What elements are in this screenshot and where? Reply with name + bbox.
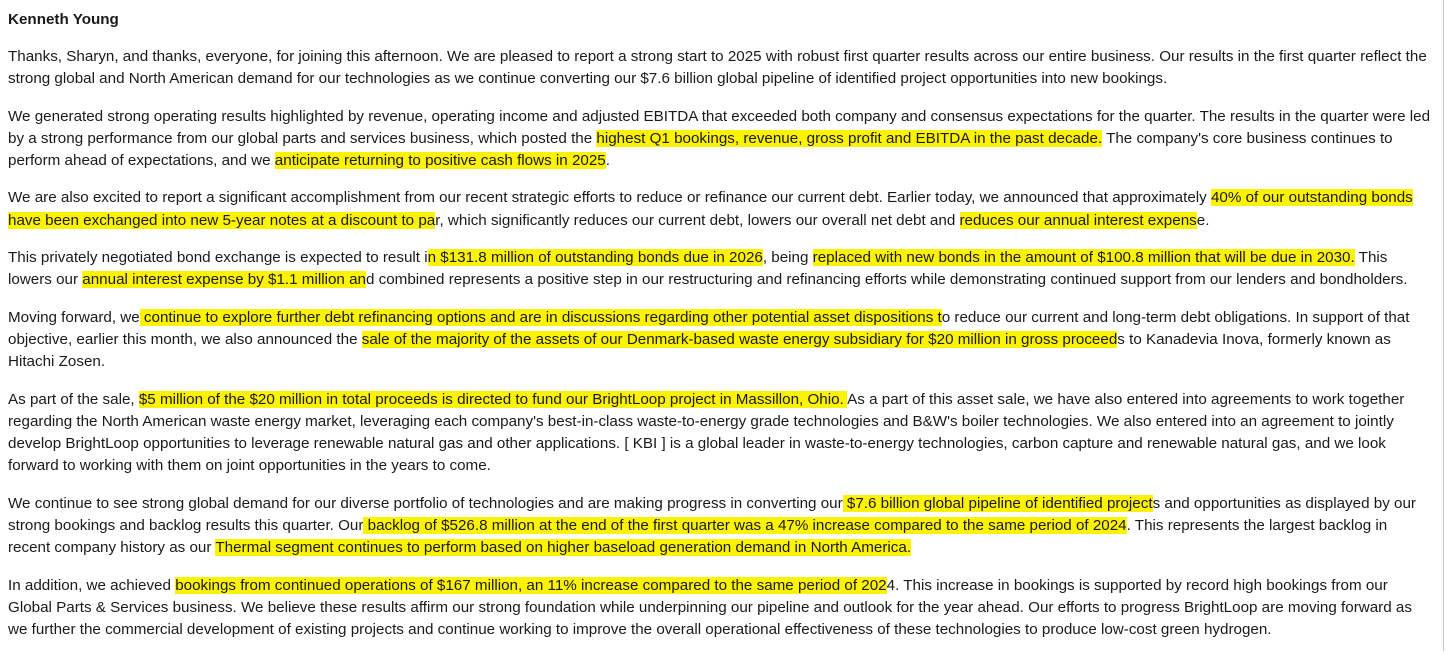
paragraph	[8, 187, 1433, 232]
highlighted-text: backlog of $526.8 million at the end of the first quarter was a 47% increase compared to the same period of 2024	[363, 517, 1127, 535]
highlighted-text: continue to explore further debt refinancing options and are in discussions regarding other potential asset dispositions t	[139, 308, 942, 326]
text-run: This privately negotiated bond exchange is expected to result i	[8, 249, 428, 267]
highlighted-text: annual interest expense by $1.1 million an	[82, 271, 366, 289]
text-run: e.	[1196, 211, 1210, 229]
text-run: This lowers our	[8, 249, 1388, 289]
highlighted-text: reduces our annual interest expens	[959, 211, 1197, 229]
paragraph	[8, 493, 1433, 560]
highlighted-text: replaced with new bonds in the amount of $100.8 million that will be due in 2030.	[812, 249, 1355, 267]
text-run: Thanks, Sharyn, and thanks, everyone, for joining this afternoon. We are pleased to report a strong start to 2025 with robust first quarter results across our entire business. Our results in the first quarter reflect the strong global and North American demand for our technologies as we continue converting our $7.6 billion global pipeline of identified project opportunities into new bookings.	[8, 48, 1427, 88]
highlighted-text: $7.6 billion global pipeline of identified project	[842, 494, 1153, 512]
text-run: As a part of this asset sale, we have also entered into agreements to work together regarding the North American waste energy market, leveraging each company's best-in-class waste-to-energy grade technologies and B&W's boiler technologies. We also entered into an agreement to jointly develop BrightLoop opportunities to leverage renewable natural gas and other applications. [ KBI ] is a global leader in waste-to-energy technologies, carbon capture and renewable natural gas, and we look forward to working with them on joint opportunities in the years to come.	[8, 390, 1405, 475]
text-run: s to Kanadevia Inova, formerly known as Hitachi Zosen.	[8, 330, 1391, 371]
highlighted-text: Thermal segment continues to perform based on higher baseload generation demand in North America.	[215, 539, 912, 557]
paragraph	[8, 389, 1433, 478]
text-run: Moving forward, we	[8, 308, 140, 326]
transcript-body	[8, 46, 1433, 642]
highlighted-text: bookings from continued operations of $167 million, an 11% increase compared to the same period of 202	[175, 576, 887, 594]
text-run: We continue to see strong global demand for our diverse portfolio of technologies and are making progress in converting our	[8, 494, 843, 512]
text-run: . This represents the largest backlog in recent company history as our	[8, 517, 1388, 557]
speaker-name: Kenneth Young	[8, 11, 119, 28]
text-run: As part of the sale,	[8, 390, 139, 408]
text-run: .	[605, 152, 610, 170]
highlighted-text: n $131.8 million of outstanding bonds due in 2026	[427, 249, 763, 267]
paragraph	[8, 307, 1433, 374]
paragraph	[8, 575, 1433, 642]
highlighted-text: anticipate returning to positive cash flows in 2025	[274, 152, 606, 170]
text-run: We are also excited to report a significant accomplishment from our recent strategic efforts to reduce or refinance our current debt. Earlier today, we announced that approximately	[8, 189, 1211, 207]
highlighted-text: $5 million of the $20 million in total proceeds is directed to fund our BrightLoop project in Massillon, Ohio.	[138, 390, 848, 408]
transcript-document	[8, 9, 1433, 657]
text-run: , being	[762, 249, 813, 267]
text-run: s and opportunities as displayed by our strong bookings and backlog results this quarter. Our	[8, 494, 1416, 535]
paragraph	[8, 247, 1433, 292]
text-run: o reduce our current and long-term debt obligations. In support of that objective, earlier this month, we also announced the	[8, 308, 1410, 348]
text-run: r, which significantly reduces our current debt, lowers our overall net debt and	[435, 211, 960, 229]
text-run: The company's core business continues to perform ahead of expectations, and we	[8, 129, 1393, 170]
text-run: We generated strong operating results highlighted by revenue, operating income and adjusted EBITDA that exceeded both company and consensus expectations for the quarter. The results in the quarter were led by a strong performance from our global parts and services business, which posted the	[8, 107, 1431, 147]
text-run: In addition, we achieved	[8, 576, 176, 594]
page-edge-divider	[1443, 0, 1444, 651]
text-run: 4. This increase in bookings is supported by record high bookings from our Global Parts & Services business. We believe these results affirm our strong foundation while underpinning our pipeline and outlook for the year ahead. Our efforts to progress BrightLoop are moving forward as we further the commercial development of existing projects and continue working to improve the overall operational effectiveness of these technologies to produce low-cost green hydrogen.	[8, 576, 1412, 639]
paragraph	[8, 106, 1433, 173]
highlighted-text: highest Q1 bookings, revenue, gross profit and EBITDA in the past decade.	[596, 129, 1103, 147]
highlighted-text: sale of the majority of the assets of our Denmark-based waste energy subsidiary for $20 million in gross proceed	[361, 330, 1118, 348]
paragraph	[8, 46, 1433, 91]
highlighted-text: 40% of our outstanding bonds have been exchanged into new 5-year notes at a discount to pa	[8, 189, 1413, 229]
text-run: d combined represents a positive step in our restructuring and refinancing efforts while demonstrating continued support from our lenders and bondholders.	[365, 271, 1408, 289]
